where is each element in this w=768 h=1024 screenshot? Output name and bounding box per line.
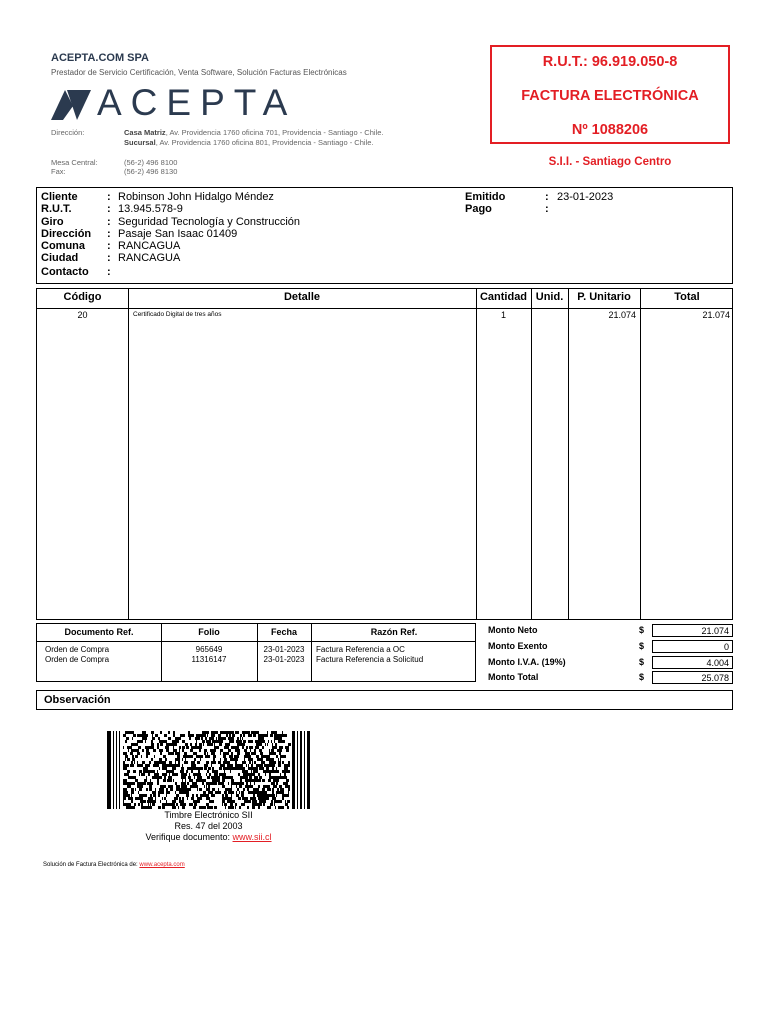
ref-cell-reason: Factura Referencia a OC xyxy=(316,645,405,654)
references-table xyxy=(36,623,476,682)
total-label: Monto Exento xyxy=(488,641,548,651)
colon: : xyxy=(107,266,111,278)
cell-detail: Certificado Digital de tres años xyxy=(133,311,222,318)
col-header-total: Total xyxy=(674,291,700,303)
field-label: Cliente xyxy=(41,191,78,203)
col-header-code: Código xyxy=(63,291,102,303)
cell-code: 20 xyxy=(77,310,88,320)
company-logo xyxy=(51,82,297,123)
client-details xyxy=(36,187,733,284)
issuer-rut: R.U.T.: 96.919.050-8 xyxy=(542,54,678,70)
colon: : xyxy=(107,240,111,252)
timbre-resolution: Res. 47 del 2003 xyxy=(174,821,243,831)
total-value: 21.074 xyxy=(652,624,733,637)
ref-cell-folio: 11316147 xyxy=(191,655,227,664)
total-value: 25.078 xyxy=(652,671,733,684)
cell-total: 21.074 xyxy=(702,310,730,320)
total-value: 4.004 xyxy=(652,656,733,669)
field-label: Contacto xyxy=(41,266,89,278)
cell-unit-price: 21.074 xyxy=(608,310,636,320)
address-line-2: Sucursal, Av. Providencia 1760 oficina 801, Providencia - Santiago - Chile. xyxy=(124,138,374,147)
total-value: 0 xyxy=(652,640,733,653)
column-divider xyxy=(640,289,641,619)
sii-timbre-barcode xyxy=(107,731,310,809)
ref-cell-folio: 965649 xyxy=(195,645,223,654)
currency-sign: $ xyxy=(639,641,645,651)
address-label: Dirección: xyxy=(51,128,85,137)
currency-sign: $ xyxy=(639,657,645,667)
items-table xyxy=(36,288,733,620)
col-header-qty: Cantidad xyxy=(479,291,528,303)
field-label: Dirección xyxy=(41,228,92,240)
field-value: 13.945.578-9 xyxy=(118,203,183,215)
cell-qty: 1 xyxy=(500,310,506,320)
col-header-unit: Unid. xyxy=(535,291,564,303)
colon: : xyxy=(545,191,549,203)
observation-box xyxy=(36,690,733,710)
ref-cell-date: 23-01-2023 xyxy=(263,645,305,654)
company-tagline: Prestador de Servicio Certificación, Venta Software, Solución Facturas Electrónicas xyxy=(51,68,347,77)
fax-value: (56-2) 496 8130 xyxy=(124,167,178,176)
field-value: RANCAGUA xyxy=(118,240,181,252)
fax-label: Fax: xyxy=(51,167,66,176)
col-header-unit-price: P. Unitario xyxy=(577,291,631,303)
document-type: FACTURA ELECTRÓNICA xyxy=(521,88,699,104)
address-line-1: Casa Matriz, Av. Providencia 1760 oficina 701, Providencia - Santiago - Chile. xyxy=(124,128,384,137)
field-label: Pago xyxy=(465,203,492,215)
ref-header-folio: Folio xyxy=(198,627,220,637)
colon: : xyxy=(107,252,111,264)
phone-label: Mesa Central: xyxy=(51,158,98,167)
colon: : xyxy=(107,216,111,228)
field-label: Comuna xyxy=(41,240,85,252)
column-divider xyxy=(128,289,129,619)
field-value: Seguridad Tecnología y Construcción xyxy=(118,216,301,228)
sii-link[interactable]: www.sii.cl xyxy=(232,832,272,842)
colon: : xyxy=(107,191,111,203)
ref-header-date: Fecha xyxy=(270,627,297,637)
currency-sign: $ xyxy=(639,672,645,682)
verify-line xyxy=(107,832,310,842)
column-divider xyxy=(476,289,477,619)
ref-cell-doc: Orden de Compra xyxy=(45,655,110,664)
colon: : xyxy=(107,228,111,240)
footer xyxy=(43,862,185,868)
ref-cell-date: 23-01-2023 xyxy=(263,655,305,664)
invoice-id-box xyxy=(490,45,730,144)
field-value: 23-01-2023 xyxy=(557,191,614,203)
acepta-link[interactable]: www.acepta.com xyxy=(139,862,185,868)
total-label: Monto Total xyxy=(488,672,539,682)
ref-header-reason: Razón Ref. xyxy=(370,627,418,637)
invoice-number: Nº 1088206 xyxy=(571,122,649,138)
ref-cell-doc: Orden de Compra xyxy=(45,645,110,654)
footer-text: Solución de Factura Electrónica de: xyxy=(43,862,138,868)
total-label: Monto Neto xyxy=(488,625,538,635)
field-value: RANCAGUA xyxy=(118,252,181,264)
field-label: Ciudad xyxy=(41,252,79,264)
field-value: Pasaje San Isaac 01409 xyxy=(118,228,238,240)
timbre-title: Timbre Electrónico SII xyxy=(164,810,253,820)
verify-text: Verifique documento: xyxy=(145,832,231,842)
colon: : xyxy=(545,203,549,215)
field-label: Giro xyxy=(41,216,64,228)
acepta-logo-icon xyxy=(51,90,91,120)
field-value: Robinson John Hidalgo Méndez xyxy=(118,191,274,203)
currency-sign: $ xyxy=(639,625,645,635)
field-label: Emitido xyxy=(465,191,506,203)
colon: : xyxy=(107,203,111,215)
ref-cell-reason: Factura Referencia a Solicitud xyxy=(316,655,424,664)
ref-header-doc: Documento Ref. xyxy=(64,627,134,637)
column-divider xyxy=(568,289,569,619)
col-header-detail: Detalle xyxy=(283,291,321,303)
total-label: Monto I.V.A. (19%) xyxy=(488,657,566,667)
field-label: R.U.T. xyxy=(41,203,72,215)
phone-value: (56-2) 496 8100 xyxy=(124,158,178,167)
company-name: ACEPTA.COM SPA xyxy=(51,52,149,64)
column-divider xyxy=(531,289,532,619)
observation-label: Observación xyxy=(44,694,111,706)
logo-wordmark: ACEPTA xyxy=(97,82,297,123)
sii-office: S.I.I. - Santiago Centro xyxy=(548,156,672,168)
